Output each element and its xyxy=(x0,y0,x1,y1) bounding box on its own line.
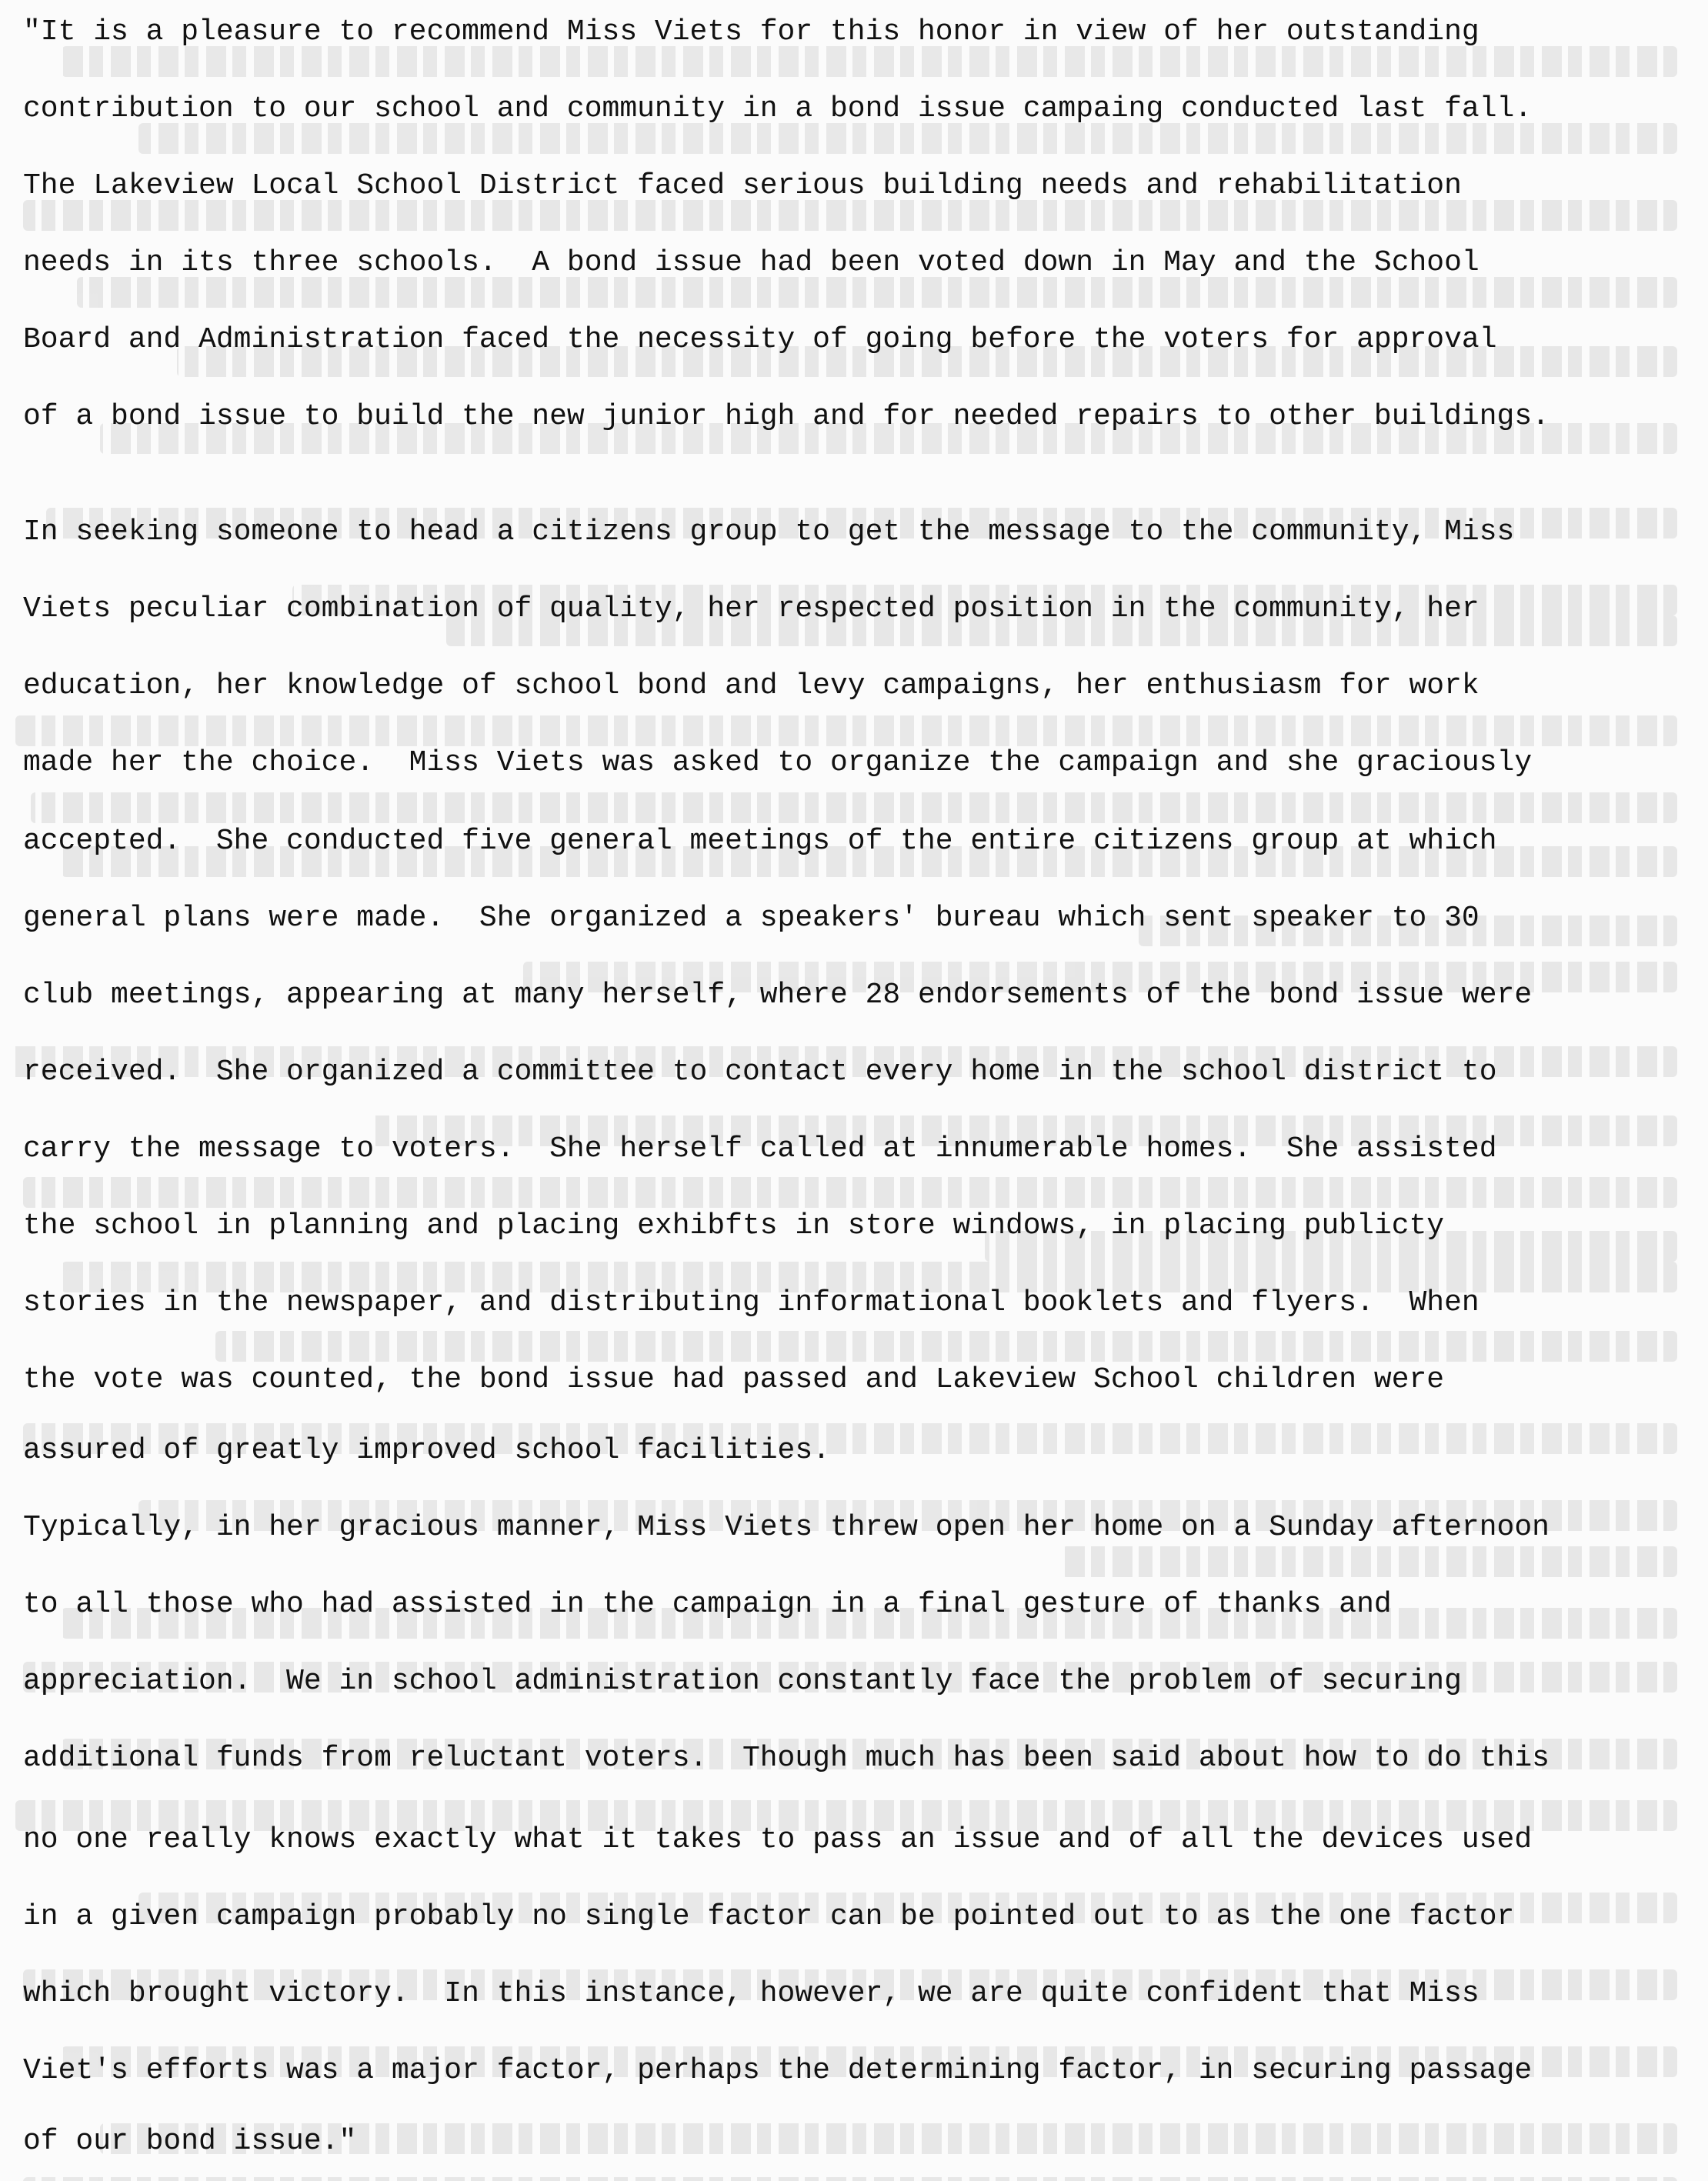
text-line: of a bond issue to build the new junior high and for needed repairs to other buildings. xyxy=(23,400,1550,433)
text-line: stories in the newspaper, and distributing informational booklets and flyers. When xyxy=(23,1286,1479,1319)
text-line: in a given campaign probably no single factor can be pointed out to as the one factor xyxy=(23,1900,1515,1933)
text-line: made her the choice. Miss Viets was asked to organize the campaign and she graciously xyxy=(23,746,1533,779)
text-line: the school in planning and placing exhibfts in store windows, in placing publicty xyxy=(23,1209,1445,1242)
text-line: contribution to our school and community in a bond issue campaing conducted last fall. xyxy=(23,92,1533,125)
text-line: club meetings, appearing at many herself, where 28 endorsements of the bond issue were xyxy=(23,979,1533,1012)
ghost-line xyxy=(15,715,1677,746)
ghost-line xyxy=(31,792,1677,823)
text-line: needs in its three schools. A bond issue had been voted down in May and the School xyxy=(23,246,1479,279)
ghost-line xyxy=(138,123,1677,154)
text-line: general plans were made. She organized a speakers' bureau which sent speaker to 30 xyxy=(23,902,1479,935)
text-line: appreciation. We in school administration constantly face the problem of securing xyxy=(23,1665,1462,1698)
ghost-line xyxy=(23,2177,1677,2181)
text-line: "It is a pleasure to recommend Miss Viets for this honor in view of her outstanding xyxy=(23,15,1479,48)
text-line: of our bond issue." xyxy=(23,2125,357,2158)
text-line: received. She organized a committee to contact every home in the school district to xyxy=(23,1055,1497,1089)
text-line: additional funds from reluctant voters. Though much has been said about how to do this xyxy=(23,1742,1550,1775)
ghost-line xyxy=(23,1177,1677,1208)
text-line: Viet's efforts was a major factor, perhaps the determining factor, in securing passage xyxy=(23,2054,1533,2087)
text-line: education, her knowledge of school bond and levy campaigns, her enthusiasm for work xyxy=(23,669,1479,702)
ghost-line xyxy=(77,277,1677,308)
text-line: The Lakeview Local School District faced serious building needs and rehabilitation xyxy=(23,169,1462,202)
text-line: Typically, in her gracious manner, Miss Viets threw open her home on a Sunday afternoon xyxy=(23,1511,1550,1544)
text-line: which brought victory. In this instance, however, we are quite confident that Miss xyxy=(23,1977,1479,2010)
text-line: Board and Administration faced the necessity of going before the voters for approval xyxy=(23,323,1497,356)
text-line: accepted. She conducted five general meetings of the entire citizens group at which xyxy=(23,825,1497,858)
text-line: to all those who had assisted in the campaign in a final gesture of thanks and xyxy=(23,1588,1392,1621)
ghost-line xyxy=(23,200,1677,231)
text-line: Viets peculiar combination of quality, her respected position in the community, her xyxy=(23,592,1479,625)
text-line: assured of greatly improved school facilities. xyxy=(23,1434,830,1467)
text-line: the vote was counted, the bond issue had passed and Lakeview School children were xyxy=(23,1363,1445,1396)
ghost-line xyxy=(215,1331,1677,1362)
text-line: In seeking someone to head a citizens group to get the message to the community, Miss xyxy=(23,515,1515,549)
text-line: no one really knows exactly what it takes to pass an issue and of all the devices used xyxy=(23,1823,1533,1856)
ghost-line xyxy=(1062,1546,1677,1577)
text-line: carry the message to voters. She herself called at innumerable homes. She assisted xyxy=(23,1132,1497,1166)
ghost-line xyxy=(62,46,1677,77)
